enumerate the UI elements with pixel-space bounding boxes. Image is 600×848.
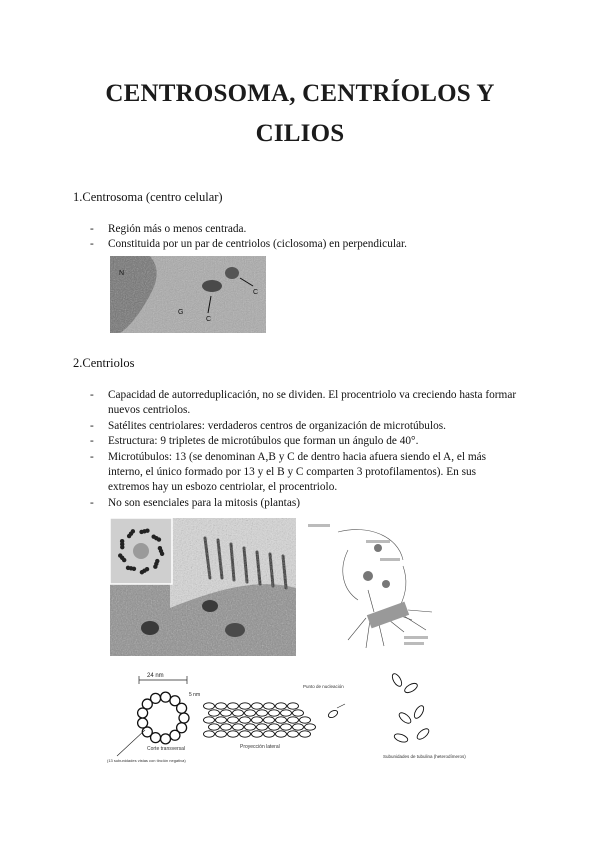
tubulin-subunits	[390, 672, 430, 743]
section-2-list	[90, 388, 520, 511]
free-tubulin-dimer	[412, 704, 425, 720]
tubulin-dimer	[204, 703, 215, 709]
protofilament	[177, 703, 187, 713]
protofilament	[138, 718, 148, 728]
tubulin-dimer	[252, 703, 263, 709]
free-tubulin-dimer	[393, 732, 409, 743]
centriole-body	[367, 602, 409, 629]
organelle-shape	[141, 621, 159, 635]
arrow-path	[338, 530, 403, 560]
label-c: C	[206, 316, 212, 323]
tubulin-dimer	[264, 703, 275, 709]
protofilament	[161, 734, 171, 744]
organelle-shape	[225, 623, 245, 637]
centrosome-micrograph	[110, 256, 266, 333]
small-dimension-label: 5 nm	[189, 692, 201, 698]
tubulin-dimer	[276, 703, 287, 709]
tubulin-dimer	[228, 717, 239, 723]
cross-section-label: Corte transversal	[147, 746, 186, 752]
centriole-shape	[202, 280, 222, 292]
tubulin-dimer	[221, 724, 232, 730]
tubulin-dimer	[300, 717, 311, 723]
tubulin-dimer	[252, 731, 263, 737]
centriole-shape	[225, 267, 239, 279]
microtubule-cross-section	[138, 692, 189, 744]
list-item: - Constituida por un par de centriolos (ciclosoma) en perpendicular.	[90, 237, 520, 252]
tubulin-dimer	[240, 731, 251, 737]
list-item: - Satélites centriolares: verdaderos centros de organización de microtúbulos.	[90, 419, 520, 434]
cross-section-sublabel: (13 subunidades vistas con tinción negativa)	[107, 758, 186, 763]
free-tubulin-dimer	[390, 672, 403, 688]
nucleation-label: Punto de nucleación	[303, 684, 344, 689]
label-n: N	[119, 270, 125, 277]
tubulin-dimer	[221, 710, 232, 716]
tubulin-dimer	[245, 710, 256, 716]
triplet-mark	[120, 539, 125, 549]
title-line-2: CILIOS	[255, 120, 345, 147]
free-tubulin-dimer	[415, 727, 430, 741]
lateral-label: Proyección lateral	[240, 744, 280, 750]
tubulin-dimer	[257, 724, 268, 730]
microtubule-diagram	[105, 668, 466, 776]
tubulin-dimer	[245, 724, 256, 730]
caption-blocks	[308, 524, 428, 645]
tubulin-dimer	[264, 731, 275, 737]
tubulin-dimer	[269, 710, 280, 716]
tubulin-dimer	[204, 717, 215, 723]
tubulin-dimer	[327, 709, 339, 719]
list-item: - Estructura: 9 tripletes de microtúbulos que forman un ángulo de 40°.	[90, 434, 520, 449]
centriole-micrograph	[110, 518, 296, 656]
tubulin-dimer	[281, 724, 292, 730]
tubulin-dimer	[240, 717, 251, 723]
free-tubulin-dimer	[397, 711, 412, 725]
tubulin-dimer	[216, 703, 227, 709]
tubulin-dimer	[228, 731, 239, 737]
title-line-1: CENTROSOMA, CENTRÍOLOS Y	[105, 80, 495, 107]
protofilament	[170, 730, 180, 740]
protofilament	[151, 693, 161, 703]
tubulin-dimer	[288, 731, 299, 737]
tubulin-dimer	[240, 703, 251, 709]
label-c: C	[253, 289, 259, 296]
tubulin-dimer	[269, 724, 280, 730]
dimension-label: 24 nm	[147, 673, 164, 679]
pointer-line	[117, 730, 145, 756]
list-item: - Región más o menos centrada.	[90, 222, 520, 237]
organelle-shape	[202, 600, 218, 612]
tubulin-dimer	[233, 710, 244, 716]
tubulin-dimer	[293, 710, 304, 716]
list-item: - No son esenciales para la mitosis (plantas)	[90, 496, 520, 511]
tubulin-dimer	[209, 724, 220, 730]
tubulin-dimer	[209, 710, 220, 716]
tubulin-dimer	[288, 717, 299, 723]
tubulin-dimer	[264, 717, 275, 723]
tubulin-dimer	[276, 731, 287, 737]
tubulin-dimer	[300, 731, 311, 737]
tubulin-dimer	[233, 724, 244, 730]
tubulin-dimer	[276, 717, 287, 723]
centriole-assembly-diagram	[308, 520, 448, 660]
section-2-heading: 2.Centriolos	[73, 356, 135, 370]
tubulin-dimer	[216, 731, 227, 737]
tubulin-dimer	[216, 717, 227, 723]
tubulin-dimer	[228, 703, 239, 709]
lateral-projection	[204, 703, 339, 737]
tubulin-dimer	[288, 703, 299, 709]
list-item: - Capacidad de autorreduplicación, no se dividen. El procentriolo va creciendo hasta formar nuevos centriolos.	[90, 388, 520, 419]
list-item: - Microtúbulos: 13 (se denominan A,B y C de dentro hacia afuera siendo el A, el más interno, el único formado por 13 y el B y C comparten 3 protofilamentos). En sus extremos hay un esbozo centriolar, el procentriolo.	[90, 450, 520, 496]
arrow-path	[343, 550, 358, 600]
free-tubulin-dimer	[403, 681, 419, 694]
arrow-path	[400, 566, 406, 606]
section-1-list	[90, 222, 520, 253]
protofilament	[179, 713, 189, 723]
tubulin-dimer	[281, 710, 292, 716]
tubulin-dimer	[252, 717, 263, 723]
diagram-nodes	[363, 544, 390, 588]
tubulin-dimer	[305, 724, 316, 730]
section-1-heading: 1.Centrosoma (centro celular)	[73, 190, 223, 204]
page-title	[0, 74, 600, 154]
subunits-label: Subunidades de tubulina (heterodímeros)	[383, 754, 466, 759]
tubulin-dimer	[257, 710, 268, 716]
protofilament	[161, 692, 171, 702]
label-g: G	[178, 309, 184, 316]
tubulin-dimer	[293, 724, 304, 730]
tubulin-dimer	[204, 731, 215, 737]
